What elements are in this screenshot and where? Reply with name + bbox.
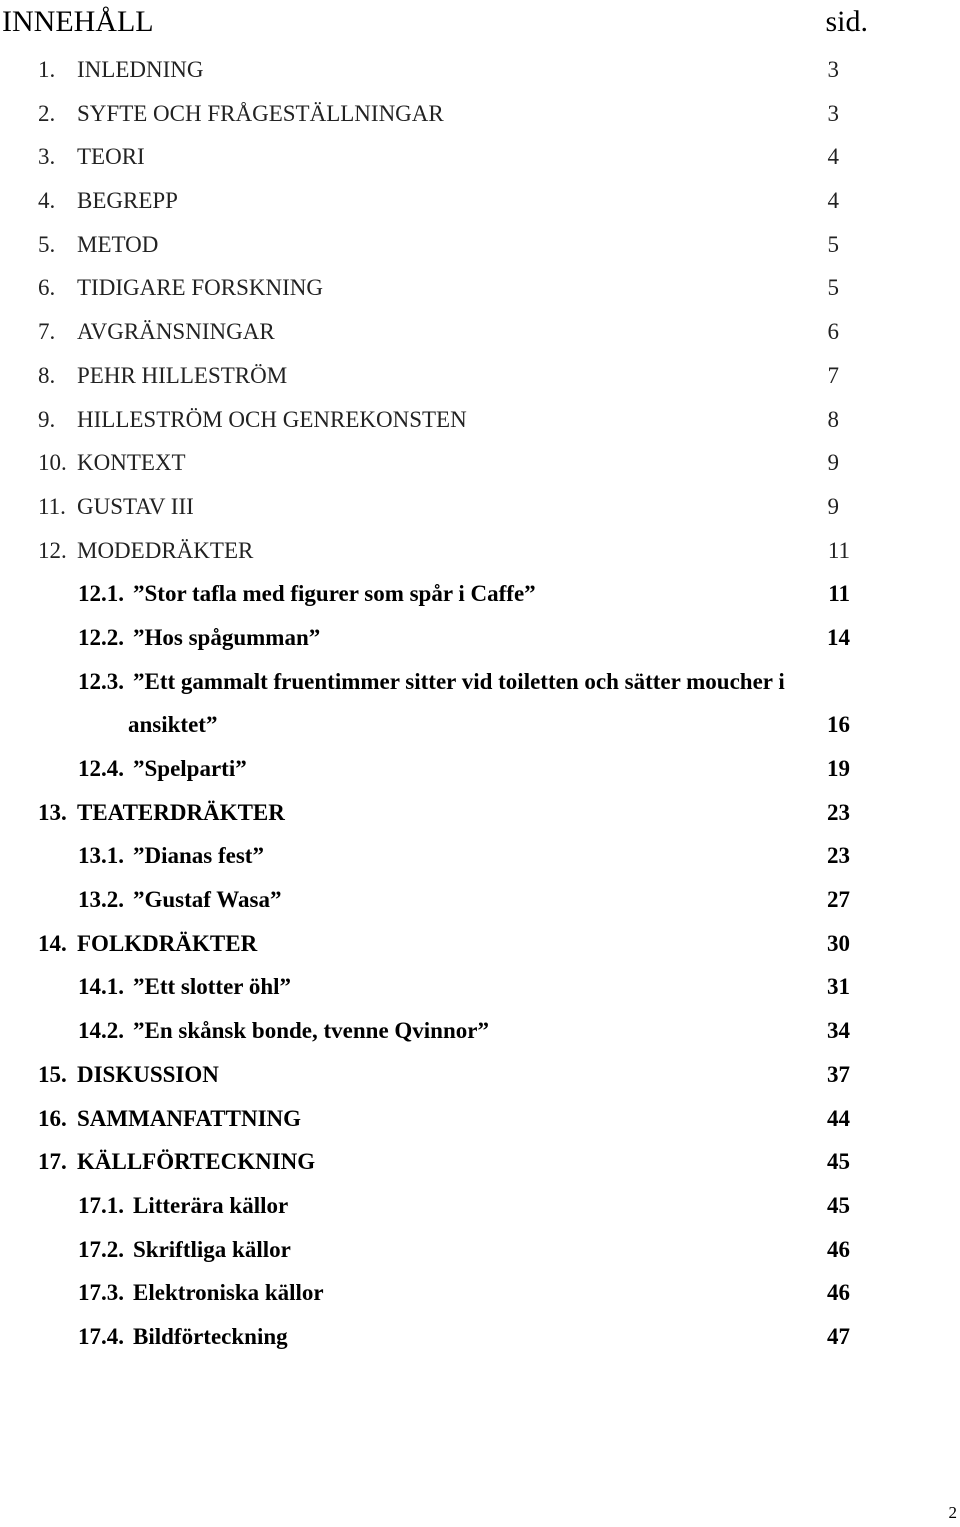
toc-entry-page: 46	[827, 1280, 850, 1306]
toc-entry-12-1[interactable]	[0, 572, 960, 616]
toc-entry-13-1[interactable]	[0, 834, 960, 878]
toc-entry-number: 17.3.	[78, 1280, 124, 1306]
toc-entry-page: 23	[827, 843, 850, 869]
toc-entry-number: 13.	[38, 799, 67, 825]
toc-entry-kontext[interactable]	[0, 441, 960, 485]
toc-entry-syfte[interactable]	[0, 92, 960, 136]
toc-entry-number: 2.	[38, 100, 56, 126]
toc-entry-label: INLEDNING	[77, 57, 204, 82]
toc-entry-17-1[interactable]	[0, 1184, 960, 1228]
toc-entry-number: 12.2.	[78, 624, 124, 650]
toc-entry-label: Litterära källor	[133, 1192, 289, 1218]
toc-entry-label: Elektroniska källor	[133, 1280, 324, 1306]
toc-entry-page: 46	[827, 1236, 850, 1262]
toc-entry-number: 14.	[38, 930, 67, 956]
toc-entry-label: HILLESTRÖM OCH GENREKONSTEN	[77, 406, 467, 432]
toc-entry-17-3[interactable]	[0, 1271, 960, 1315]
toc-entry-diskussion[interactable]	[0, 1053, 960, 1097]
toc-entry-label: ”Dianas fest”	[133, 843, 264, 869]
toc-entry-number: 12.	[38, 537, 67, 563]
toc-entry-number: 10.	[38, 450, 67, 476]
toc-entry-label: GUSTAV III	[77, 493, 194, 519]
toc-entry-page: 45	[827, 1149, 850, 1175]
toc-entry-label: ”Ett slotter öhl”	[133, 974, 292, 1000]
toc-entry-label: TIDIGARE FORSKNING	[77, 275, 323, 301]
toc-entry-page: 34	[827, 1018, 850, 1044]
toc-entry-label: ansiktet”	[128, 712, 218, 738]
toc-entry-label: ”Ett gammalt fruentimmer sitter vid toiletten och sätter moucher i	[133, 668, 785, 694]
toc-entry-page: 3	[827, 100, 839, 126]
toc-entry-sammanfattning[interactable]	[0, 1097, 960, 1141]
toc-entry-number: 17.1.	[78, 1192, 124, 1218]
toc-entry-number: 8.	[38, 362, 56, 388]
toc-entry-number: 12.3.	[78, 668, 124, 694]
toc-entry-number: 4.	[38, 188, 56, 214]
toc-entry-page: 44	[827, 1105, 850, 1131]
toc-entry-folkdrakter[interactable]	[0, 922, 960, 966]
toc-entry-label: Bildförteckning	[133, 1323, 288, 1349]
toc-entry-page: 5	[827, 275, 839, 301]
toc-entry-number: 14.1.	[78, 974, 124, 1000]
toc-entry-page: 11	[828, 581, 850, 607]
toc-entry-page: 47	[827, 1323, 850, 1349]
toc-entry-label: ”Spelparti”	[133, 756, 247, 781]
toc-entry-number: 6.	[38, 275, 56, 301]
toc-entry-number: 7.	[38, 319, 56, 345]
toc-entry-12-4[interactable]	[0, 747, 960, 791]
toc-entry-number: 3.	[38, 144, 56, 170]
toc-entry-genrekonsten[interactable]	[0, 398, 960, 442]
toc-entry-page: 7	[827, 362, 839, 388]
toc-entry-page: 5	[827, 231, 839, 257]
toc-entry-label: TEATERDRÄKTER	[77, 799, 285, 825]
toc-entry-page: 9	[827, 450, 839, 476]
toc-entry-label: METOD	[77, 231, 159, 257]
toc-entry-17-4[interactable]	[0, 1315, 960, 1359]
toc-entry-number: 13.1.	[78, 843, 124, 869]
toc-entry-page: 8	[827, 406, 839, 432]
toc-entry-teaterdrakter[interactable]	[0, 791, 960, 835]
toc-title: INNEHÅLL	[2, 5, 154, 38]
toc-entry-14-1[interactable]	[0, 965, 960, 1009]
toc-entry-label: Skriftliga källor	[133, 1236, 291, 1262]
toc-entry-page: 37	[827, 1061, 850, 1087]
toc-entry-12-3[interactable]	[0, 660, 960, 704]
toc-entry-inledning[interactable]	[0, 48, 960, 92]
toc-entry-label: BEGREPP	[77, 188, 178, 214]
toc-entry-label: ”En skånsk bonde, tvenne Qvinnor”	[133, 1018, 489, 1044]
toc-entry-number: 16.	[38, 1105, 67, 1131]
toc-entry-metod[interactable]	[0, 223, 960, 267]
toc-entry-kallforteckning[interactable]	[0, 1140, 960, 1184]
toc-entry-number: 5.	[38, 231, 56, 257]
toc-entry-label: SAMMANFATTNING	[77, 1105, 302, 1131]
toc-entry-12-2[interactable]	[0, 616, 960, 660]
toc-entry-page: 30	[827, 930, 850, 956]
toc-entry-label: PEHR HILLESTRÖM	[77, 362, 288, 388]
toc-entry-label: ”Stor tafla med figurer som spår i Caffe”	[133, 581, 536, 607]
toc-entry-number: 17.	[38, 1149, 67, 1175]
toc-entry-12-3-continued[interactable]	[0, 703, 960, 747]
toc-entry-page: 9	[827, 493, 839, 519]
toc-entry-number: 17.4.	[78, 1323, 124, 1349]
toc-entry-page: 4	[827, 188, 839, 214]
toc-entry-number: 13.2.	[78, 887, 124, 913]
toc-entry-label: MODEDRÄKTER	[77, 537, 254, 563]
toc-entry-number: 12.1.	[78, 581, 124, 607]
toc-entry-page: 19	[827, 756, 850, 781]
toc-entry-17-2[interactable]	[0, 1228, 960, 1272]
toc-entry-page: 4	[827, 144, 839, 170]
page-column-label: sid.	[825, 5, 868, 38]
toc-entry-13-2[interactable]	[0, 878, 960, 922]
toc-entry-number: 1.	[38, 57, 56, 82]
toc-entry-label: KONTEXT	[77, 450, 186, 476]
toc-entry-label: DISKUSSION	[77, 1061, 219, 1087]
page-number: 2	[948, 1503, 957, 1522]
toc-entry-page: 14	[827, 624, 850, 650]
toc-entry-label: ”Gustaf Wasa”	[133, 887, 282, 913]
toc-entry-pehr-hillestrom[interactable]	[0, 354, 960, 398]
toc-entry-teori[interactable]	[0, 135, 960, 179]
toc-entry-number: 11.	[38, 493, 66, 519]
toc-entry-number: 14.2.	[78, 1018, 124, 1044]
toc-entry-page: 6	[827, 319, 839, 345]
toc-entry-label: KÄLLFÖRTECKNING	[77, 1149, 316, 1175]
toc-entry-number: 12.4.	[78, 756, 124, 781]
toc-entry-label: ”Hos spågumman”	[133, 624, 321, 650]
toc-entry-modedrakter[interactable]	[0, 529, 960, 573]
toc-entry-number: 15.	[38, 1061, 67, 1087]
toc-entry-label: SYFTE OCH FRÅGESTÄLLNINGAR	[77, 100, 444, 126]
toc-entry-avgransningar[interactable]	[0, 310, 960, 354]
toc-entry-label: FOLKDRÄKTER	[77, 930, 258, 956]
toc-entry-14-2[interactable]	[0, 1009, 960, 1053]
toc-entry-label: TEORI	[77, 144, 145, 170]
toc-entry-tidigare-forskning[interactable]	[0, 266, 960, 310]
toc-entry-page: 27	[827, 887, 850, 913]
toc-entry-begrepp[interactable]	[0, 179, 960, 223]
toc-entry-number: 9.	[38, 406, 56, 432]
toc-entry-page: 23	[827, 799, 850, 825]
toc-entry-page: 11	[827, 537, 850, 563]
toc-entry-gustav-iii[interactable]	[0, 485, 960, 529]
toc-entry-page: 31	[827, 974, 850, 1000]
toc-list	[0, 48, 960, 1359]
toc-entry-page: 45	[827, 1192, 850, 1218]
toc-entry-page: 3	[827, 57, 839, 82]
toc-entry-label: AVGRÄNSNINGAR	[77, 319, 275, 345]
toc-entry-number: 17.2.	[78, 1236, 124, 1262]
toc-entry-page: 16	[827, 712, 850, 738]
